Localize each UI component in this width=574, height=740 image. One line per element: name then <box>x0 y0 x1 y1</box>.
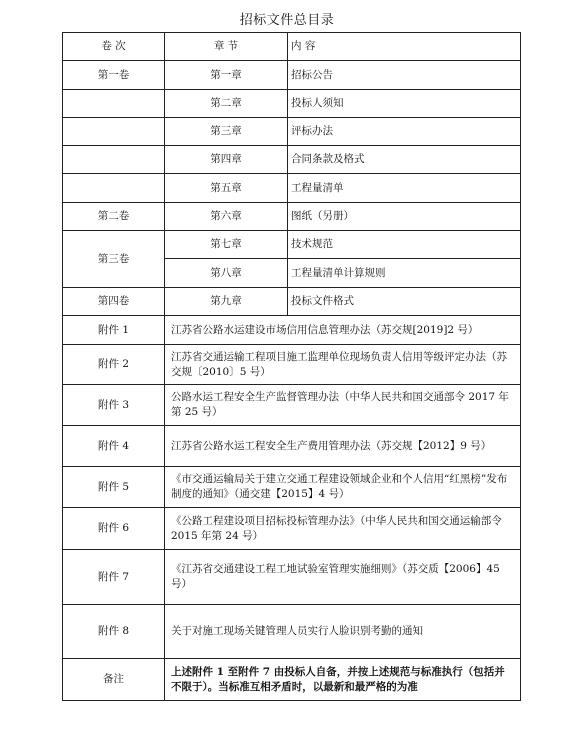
remark-label: 备注 <box>63 659 165 701</box>
attachment-text: 关于对施工现场关键管理人员实行人脸识别考勤的通知 <box>165 605 521 659</box>
header-volume: 卷 次 <box>63 33 165 61</box>
volume-cell <box>63 118 165 146</box>
content-cell: 技术规范 <box>288 231 521 259</box>
table-row <box>63 118 521 146</box>
attachment-text: 江苏省公路水运工程安全生产费用管理办法（苏交规【2012】9 号） <box>165 426 521 467</box>
table-row <box>63 203 521 231</box>
attachment-text: 江苏省交通运输工程项目施工监理单位现场负责人信用等级评定办法（苏交规〔2010〕5 号） <box>165 345 521 385</box>
attachment-label: 附件 7 <box>63 550 165 605</box>
attachment-row <box>63 426 521 467</box>
attachment-label: 附件 3 <box>63 385 165 426</box>
table-header-row <box>63 33 521 61</box>
attachment-row <box>63 550 521 605</box>
content-cell: 合同条款及格式 <box>288 146 521 174</box>
volume-cell: 第三卷 <box>63 231 165 288</box>
volume-cell <box>63 174 165 203</box>
content-cell: 工程量清单 <box>288 174 521 203</box>
attachment-label: 附件 4 <box>63 426 165 467</box>
content-cell: 投标人须知 <box>288 90 521 118</box>
attachment-label: 附件 2 <box>63 345 165 385</box>
attachment-text: 《公路工程建设项目招标投标管理办法》（中华人民共和国交通运输部令 2015 年第 24 号） <box>165 508 521 550</box>
volume-cell: 第二卷 <box>63 203 165 231</box>
attachment-text: 江苏省公路水运建设市场信用信息管理办法（苏交规[2019]2 号） <box>165 316 521 345</box>
chapter-cell: 第四章 <box>165 146 288 174</box>
volume-cell <box>63 90 165 118</box>
attachment-row <box>63 508 521 550</box>
content-cell: 图纸（另册） <box>288 203 521 231</box>
chapter-cell: 第一章 <box>165 61 288 90</box>
content-cell: 评标办法 <box>288 118 521 146</box>
table-row <box>63 174 521 203</box>
chapter-cell: 第七章 <box>165 231 288 259</box>
attachment-row <box>63 345 521 385</box>
attachment-text: 公路水运工程安全生产监督管理办法（中华人民共和国交通部令 2017 年第 25 号） <box>165 385 521 426</box>
attachment-label: 附件 5 <box>63 467 165 508</box>
chapter-cell: 第六章 <box>165 203 288 231</box>
table-row <box>63 288 521 316</box>
attachment-row <box>63 467 521 508</box>
attachment-text: 《江苏省交通建设工程工地试验室管理实施细则》（苏交质【2006】45 号） <box>165 550 521 605</box>
chapter-cell: 第二章 <box>165 90 288 118</box>
table-row <box>63 146 521 174</box>
chapter-cell: 第八章 <box>165 259 288 288</box>
table-row <box>63 61 521 90</box>
remark-row <box>63 659 521 701</box>
attachment-row <box>63 605 521 659</box>
content-cell: 投标文件格式 <box>288 288 521 316</box>
chapter-cell: 第五章 <box>165 174 288 203</box>
content-cell: 招标公告 <box>288 61 521 90</box>
table-row <box>63 90 521 118</box>
attachment-label: 附件 8 <box>63 605 165 659</box>
volume-cell <box>63 146 165 174</box>
header-chapter: 章 节 <box>165 33 288 61</box>
remark-text: 上述附件 1 至附件 7 由投标人自备，并按上述规范与标准执行（包括并不限于）。当标准互相矛盾时，以最新和最严格的为准 <box>165 659 521 701</box>
header-content: 内 容 <box>288 33 521 61</box>
table-row <box>63 231 521 259</box>
attachment-label: 附件 1 <box>63 316 165 345</box>
attachment-label: 附件 6 <box>63 508 165 550</box>
volume-cell: 第四卷 <box>63 288 165 316</box>
attachment-row <box>63 316 521 345</box>
document-title: 招标文件总目录 <box>239 13 335 28</box>
volume-cell: 第一卷 <box>63 61 165 90</box>
attachment-row <box>63 385 521 426</box>
attachment-text: 《市交通运输局关于建立交通工程建设领域企业和个人信用“红黑榜”发布制度的通知》（通交建【2015】4 号） <box>165 467 521 508</box>
chapter-cell: 第三章 <box>165 118 288 146</box>
content-cell: 工程量清单计算规则 <box>288 259 521 288</box>
chapter-cell: 第九章 <box>165 288 288 316</box>
toc-table <box>62 32 521 701</box>
